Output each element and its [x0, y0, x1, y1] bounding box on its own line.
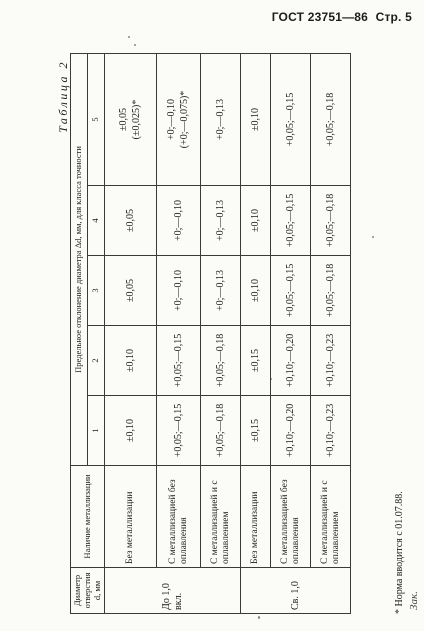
tolerance-table — [70, 53, 351, 614]
table-row — [105, 53, 157, 613]
col-header-class-2: 2 — [88, 326, 105, 396]
value-cell: +0;—0,13 — [201, 186, 241, 256]
value-cell: +0,05;—0,15 — [271, 186, 311, 256]
page-header — [272, 10, 412, 24]
table-row — [157, 53, 201, 613]
standard-number: ГОСТ 23751—86 — [271, 10, 369, 24]
value-cell: +0;—0,10 — [157, 186, 201, 256]
diameter-cell: Св. 1,0 — [241, 568, 351, 614]
value-cell: ±0,05 — [105, 186, 157, 256]
value-cell: +0,05;—0,18 — [201, 396, 241, 466]
value-cell: ±0,05 — [105, 256, 157, 326]
value-cell: +0,05;—0,15 — [157, 326, 201, 396]
value-cell: ±0,15 — [241, 396, 271, 466]
table-row — [271, 53, 311, 613]
metallization-cell: Без металлизации — [241, 466, 271, 568]
scan-speck — [128, 36, 130, 38]
value-cell: +0,10;—0,20 — [271, 396, 311, 466]
value-cell: +0,05;—0,15 — [157, 396, 201, 466]
value-cell: +0,05;—0,18 — [311, 186, 351, 256]
table-caption: Таблица 2 — [56, 60, 70, 133]
value-cell: +0,05;—0,18 — [311, 256, 351, 326]
value-cell: ±0,10 — [105, 396, 157, 466]
value-cell-class5 — [105, 53, 157, 185]
value-cell: +0,10;—0,23 — [311, 396, 351, 466]
table-row — [311, 53, 351, 613]
metallization-cell: Без металлизации — [105, 466, 157, 568]
value-cell: +0,10;—0,23 — [311, 326, 351, 396]
col-header-deviation: Предельное отклонение диаметра Δd, мм, для класса точности — [71, 53, 88, 465]
scan-speck — [134, 44, 136, 46]
value-cell: +0,05;—0,18 — [201, 326, 241, 396]
table-row — [241, 53, 271, 613]
value-cell-class5: ±0,10 — [241, 53, 271, 185]
value-cell: +0,05;—0,15 — [271, 256, 311, 326]
value-line-footnoted: (±0,025)* — [130, 99, 142, 140]
page-number: Стр. 5 — [375, 10, 412, 24]
value-cell-class5: +0,05;—0,18 — [311, 53, 351, 185]
metallization-cell: С металлизацией без оплавления — [157, 466, 201, 568]
value-line-footnoted: (+0;—0,075)* — [178, 90, 190, 149]
value-cell-class5 — [157, 53, 201, 185]
value-cell: ±0,10 — [105, 326, 157, 396]
value-cell: ±0,15 — [241, 326, 271, 396]
scan-speck — [258, 616, 260, 619]
metallization-cell: С металлизацией и с оплавлением — [201, 466, 241, 568]
col-header-class-1: 1 — [88, 396, 105, 466]
value-cell-class5: +0,05;—0,15 — [271, 53, 311, 185]
value-cell: +0;—0,10 — [157, 256, 201, 326]
value-cell: ±0,10 — [241, 256, 271, 326]
value-cell: +0,10;—0,20 — [271, 326, 311, 396]
rotated-table-area — [56, 54, 420, 614]
value-cell: +0;—0,13 — [201, 256, 241, 326]
col-header-class-4: 4 — [88, 186, 105, 256]
value-cell: ±0,10 — [241, 186, 271, 256]
value-line: ±0,05 — [118, 108, 130, 131]
col-header-diameter: Диаметр отверстия d, мм — [71, 568, 105, 614]
metallization-cell: С металлизацией без оплавления — [271, 466, 311, 568]
col-header-class-5: 5 — [88, 53, 105, 185]
value-cell-class5: +0;—0,13 — [201, 53, 241, 185]
table-header-row — [71, 53, 88, 613]
value-line: +0;—0,10 — [166, 99, 178, 140]
diameter-cell: До 1,0 вкл. — [105, 568, 241, 614]
metallization-cell: С металлизацией и с оплавлением — [311, 466, 351, 568]
footnote: * Норма вводится с 01.07.88. — [394, 491, 405, 614]
handwritten-mark: Зак. — [408, 591, 420, 610]
col-header-class-3: 3 — [88, 256, 105, 326]
table-row — [201, 53, 241, 613]
col-header-metallization: Наличие металлизации — [71, 466, 105, 568]
